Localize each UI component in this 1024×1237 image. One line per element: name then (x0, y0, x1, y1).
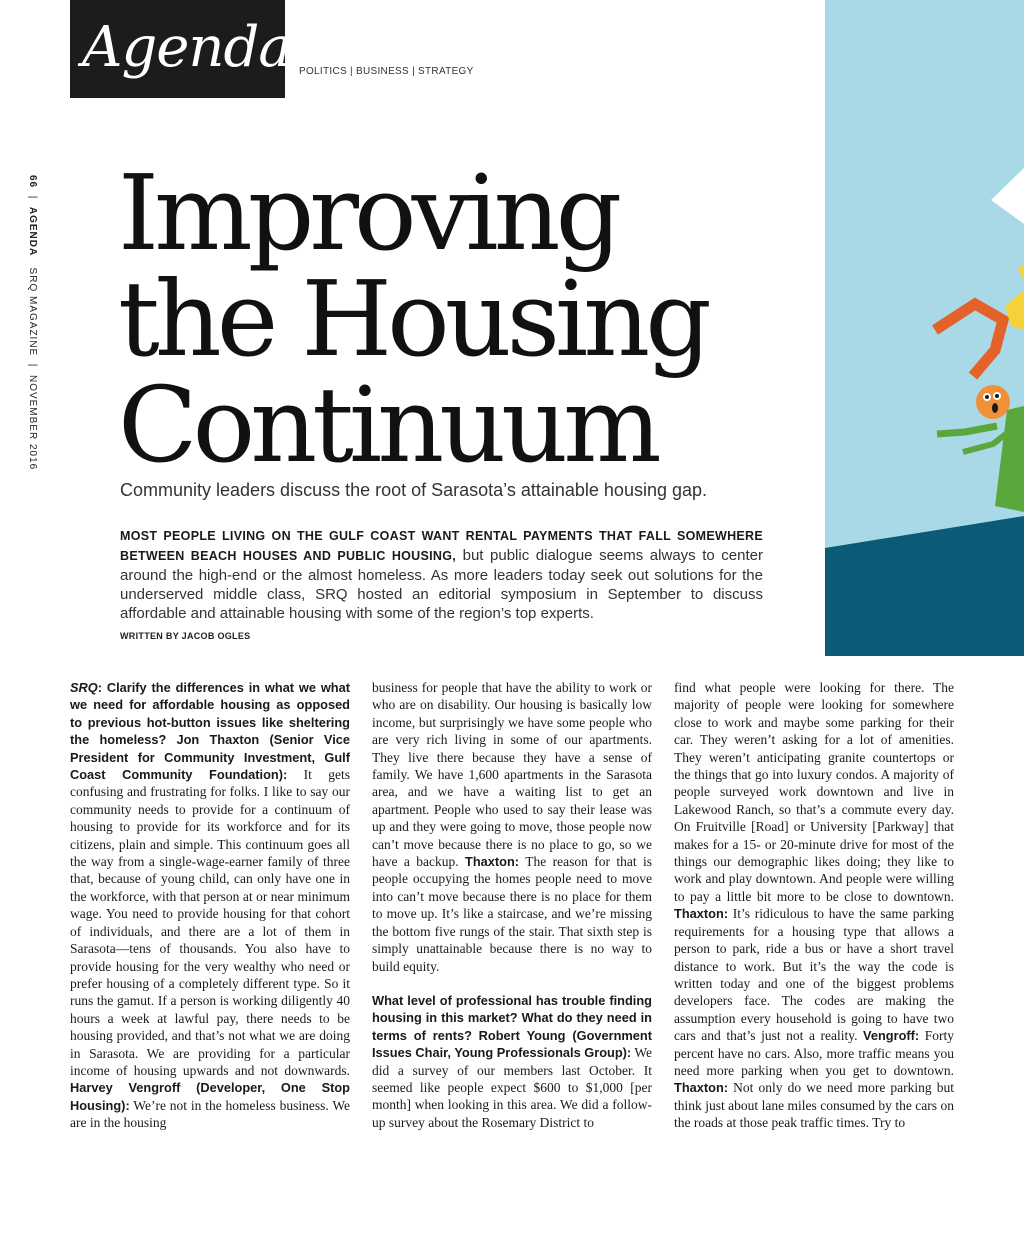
rail-separator-2: | (27, 363, 38, 368)
side-rail (20, 175, 44, 471)
figure-pupil-right (995, 394, 999, 398)
col3-text-1: find what people were looking for there. The majority of people were looking for somewhere close to work and maybe some parking for their car. They weren’t asking for a lot of amenities. They weren’t anticipating granite countertops or the things that go into luxury condos. A majority of people surveyed work downtown and live in Lakewood Ranch, so that’s a commute every day. On Fruitville [Road] or University [Parkway] that makes for a 15- or 20-minute drive for most of the things our demographic likes doing; they like to work and play downtown. And people were willing to pay a little bit more to be close to downtown. (674, 680, 954, 904)
col2-text-1: business for people that have the ability to work or who are on disability. Our housing is basically low income, but surprisingly we have some people who are very rich living in some of our apartments. They live there because they have a sense of family. We have 1,600 apartments in the Sarasota area, and we have a waiting list to get an apartment. People who used to say their lease was up and they were going to move, those people now can’t move because there is no place to go, so we have a backup. (372, 680, 652, 870)
speaker-thaxton: Jon Thaxton (Senior Vice President for Community Investment, Gulf Coast Community Foundation): (70, 732, 351, 783)
figure-face (976, 385, 1010, 419)
page-number: 66 (27, 175, 38, 189)
col3-text-3: Forty percent have no cars. Also, more traffic means you need more parking when you get to downtown. (674, 1028, 954, 1078)
srq-label: SRQ (70, 680, 98, 695)
headline (118, 152, 798, 486)
rail-issue: NOVEMBER 2016 (27, 374, 38, 471)
masthead-title: Agenda (82, 15, 291, 80)
headline-line-2: the Housing (118, 258, 707, 380)
col2-speaker-thaxton: Thaxton: (465, 854, 520, 870)
intro-lead: MOST PEOPLE LIVING ON THE GULF COAST WANT RENTAL PAYMENTS THAT FALL SOMEWHERE BETWEEN BEACH HOUSES AND PUBLIC HOUSING, (120, 529, 763, 563)
col3-speaker-vengroff: Vengroff: (863, 1028, 920, 1044)
intro-paragraph (120, 526, 763, 623)
col3-text-2: It’s ridiculous to have the same parking requirements for a housing type that allows a person to park, ride a bus or have a short travel distance to work. But it’s the way the code is written today and one of the biggest problems developers face. The codes are making the assumption every household is going to have two cars and that’s just not a reality. (674, 906, 954, 1044)
rail-magazine: SRQ MAGAZINE (27, 267, 38, 357)
section-tags: POLITICS | BUSINESS | STRATEGY (299, 66, 474, 77)
col3-speaker-thaxton: Thaxton: (674, 906, 729, 922)
figure-mouth (992, 403, 998, 413)
col3-speaker-thaxton-2: Thaxton: (674, 1080, 729, 1096)
illustration (825, 0, 1024, 656)
body-column-2 (372, 679, 652, 1131)
question-1-text: : Clarify the differences in what we what we need for affordable housing as opposed to previous hot-button issues like sheltering the homeless? (70, 680, 350, 748)
headline-line-1: Improving (118, 152, 618, 274)
intro-body: but public dialogue seems always to center around the high-end or the almost homeless. As more leaders today seek out solutions for the underserved middle class, SRQ hosted an editorial symposium in September to discuss affordable and attainable housing with some of the region’s top experts. (120, 547, 763, 622)
col3-text-4: Not only do we need more parking but think just about lane miles consumed by the cars on the roads at those peak traffic times. Try to (674, 1080, 954, 1131)
side-rail-text (27, 175, 38, 470)
body-column-3 (674, 679, 954, 1132)
rail-separator-1: | (27, 195, 38, 200)
byline: WRITTEN BY JACOB OGLES (120, 631, 251, 641)
speaker-young: Robert Young (Government Issues Chair, Young Professionals Group): (372, 1027, 653, 1061)
body-column-1 (70, 679, 350, 1132)
answer-young: We did a survey of our members last October. It seemed like people expect $600 to $1,000 [per month] when looking in this area. We did a follow-up survey about the Rosemary District to (372, 1045, 652, 1130)
headline-line-3: Continuum (118, 364, 657, 486)
col2-text-2: The reason for that is people occupying the homes people need to move into can’t move because there is no place for them to move up. It’s like a staircase, and we’re missing the bottom five rungs of the stair. That sixth step is simply unattainable because there is no way to build equity. (372, 854, 653, 974)
speaker-vengroff: Harvey Vengroff (Developer, One Stop Housing): (70, 1080, 350, 1113)
masthead (70, 0, 291, 98)
rail-section: AGENDA (27, 206, 38, 257)
paragraph-gap (372, 975, 652, 992)
subhead: Community leaders discuss the root of Sarasota’s attainable housing gap. (120, 480, 708, 500)
answer-vengroff: We’re not in the homeless business. We are in the housing (70, 1097, 350, 1131)
question-2: What level of professional has trouble finding housing in this market? What do they need in terms of rents? (372, 992, 652, 1043)
figure-pupil-left (985, 395, 989, 399)
answer-thaxton: It gets confusing and frustrating for folks. I like to say our community needs to provide for a continuum of housing to provide for its workforce and for its citizens, plain and simple. This continuum goes all the way from a single-wage-earner family of three that, because of young child, can only have one in the workforce, with that person at or near minimum wage. You need to provide housing for that cohort of individuals, and there are a lot of them in Sarasota—tens of thousands. You also have to provide housing for the very wealthy who need or prefer housing of a completely different type. So it runs the gamut. If a person is working diligently 40 hours a week at lawful pay, there needs to be housing provided, and that’s not what we are doing in Sarasota. We are providing for a particular income of housing upwards and not downwards. (70, 767, 350, 1078)
